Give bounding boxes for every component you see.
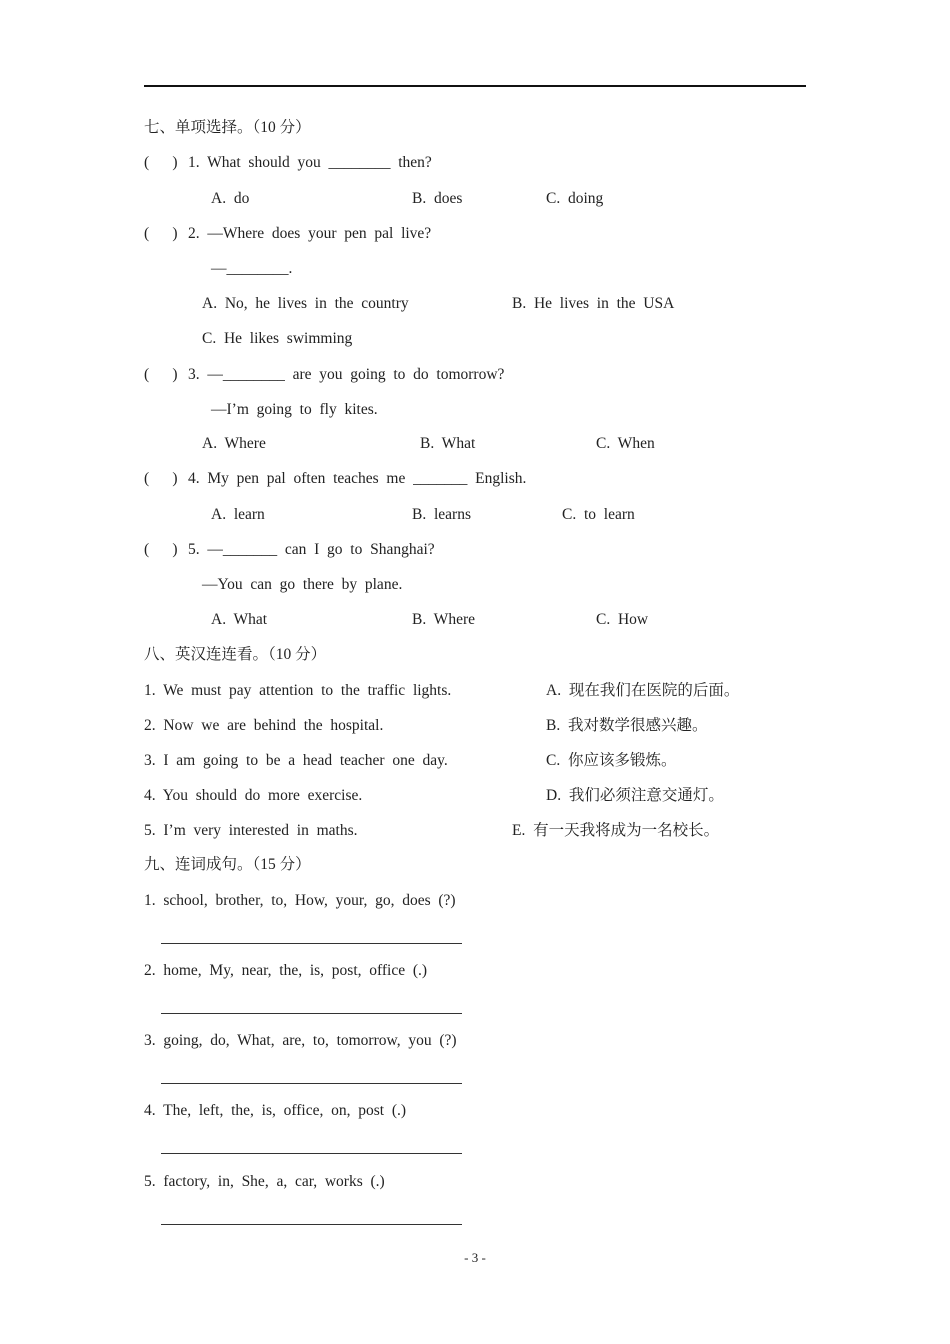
q2-response: —________. bbox=[211, 260, 293, 277]
section-7-heading: 七、单项选择。（10 分） bbox=[144, 119, 311, 136]
section-8-heading: 八、英汉连连看。（10 分） bbox=[144, 646, 327, 663]
q1-stem bbox=[188, 153, 432, 173]
q1-option-a: A. do bbox=[211, 190, 250, 207]
answer-line[interactable] bbox=[161, 943, 462, 944]
q5-option-b: B. Where bbox=[412, 611, 475, 628]
q1-suffix: then? bbox=[390, 154, 432, 171]
q3-option-a: A. Where bbox=[202, 435, 266, 452]
reorder-item: 2. home, My, near, the, is, post, office (.) bbox=[144, 962, 428, 979]
q1-prefix: 1. What should you bbox=[188, 154, 329, 171]
page-number: - 3 - bbox=[464, 1250, 486, 1265]
q4-stem: 4. My pen pal often teaches me _______ English. bbox=[188, 470, 527, 487]
q4-option-b: B. learns bbox=[412, 506, 471, 523]
match-right-item: E. 有一天我将成为一名校长。 bbox=[512, 822, 720, 839]
answer-line[interactable] bbox=[161, 1224, 462, 1225]
q1-option-b: B. does bbox=[412, 190, 463, 207]
q5-stem: 5. —_______ can I go to Shanghai? bbox=[188, 541, 435, 558]
header-rule bbox=[144, 85, 806, 87]
match-right-item: C. 你应该多锻炼。 bbox=[546, 752, 677, 769]
q5-response: —You can go there by plane. bbox=[202, 576, 403, 593]
reorder-item: 1. school, brother, to, How, your, go, does (?) bbox=[144, 892, 456, 909]
q5-option-a: A. What bbox=[211, 611, 268, 628]
match-right-item: A. 现在我们在医院的后面。 bbox=[546, 682, 740, 699]
q3-stem: 3. —________ are you going to do tomorrow? bbox=[188, 366, 505, 383]
q2-option-b: B. He lives in the USA bbox=[512, 295, 675, 312]
answer-line[interactable] bbox=[161, 1153, 462, 1154]
match-left-item: 3. I am going to be a head teacher one day. bbox=[144, 752, 448, 769]
q4-answer-paren[interactable]: ( ) bbox=[144, 470, 178, 487]
q2-stem: 2. —Where does your pen pal live? bbox=[188, 225, 432, 242]
q2-option-a: A. No, he lives in the country bbox=[202, 295, 409, 312]
q3-option-b: B. What bbox=[420, 435, 476, 452]
answer-line[interactable] bbox=[161, 1083, 462, 1084]
match-right-item: B. 我对数学很感兴趣。 bbox=[546, 717, 708, 734]
q3-option-c: C. When bbox=[596, 435, 655, 452]
match-left-item: 5. I’m very interested in maths. bbox=[144, 822, 358, 839]
answer-line[interactable] bbox=[161, 1013, 462, 1014]
q5-answer-paren[interactable]: ( ) bbox=[144, 541, 178, 558]
reorder-item: 3. going, do, What, are, to, tomorrow, you (?) bbox=[144, 1032, 457, 1049]
section-9-heading: 九、连词成句。（15 分） bbox=[144, 856, 311, 873]
q4-option-a: A. learn bbox=[211, 506, 265, 523]
match-right-item: D. 我们必须注意交通灯。 bbox=[546, 787, 724, 804]
reorder-item: 5. factory, in, She, a, car, works (.) bbox=[144, 1173, 385, 1190]
q1-option-c: C. doing bbox=[546, 190, 604, 207]
q3-answer-paren[interactable]: ( ) bbox=[144, 366, 178, 383]
reorder-item: 4. The, left, the, is, office, on, post (.) bbox=[144, 1102, 407, 1119]
q1-answer-paren[interactable]: ( ) bbox=[144, 154, 178, 171]
q1-blank: ________ bbox=[328, 154, 391, 171]
q3-response: —I’m going to fly kites. bbox=[211, 401, 378, 418]
match-left-item: 1. We must pay attention to the traffic lights. bbox=[144, 682, 452, 699]
match-left-item: 2. Now we are behind the hospital. bbox=[144, 717, 384, 734]
q5-option-c: C. How bbox=[596, 611, 649, 628]
match-left-item: 4. You should do more exercise. bbox=[144, 787, 363, 804]
q2-answer-paren[interactable]: ( ) bbox=[144, 225, 178, 242]
q4-option-c: C. to learn bbox=[562, 506, 635, 523]
q2-option-c: C. He likes swimming bbox=[202, 330, 353, 347]
